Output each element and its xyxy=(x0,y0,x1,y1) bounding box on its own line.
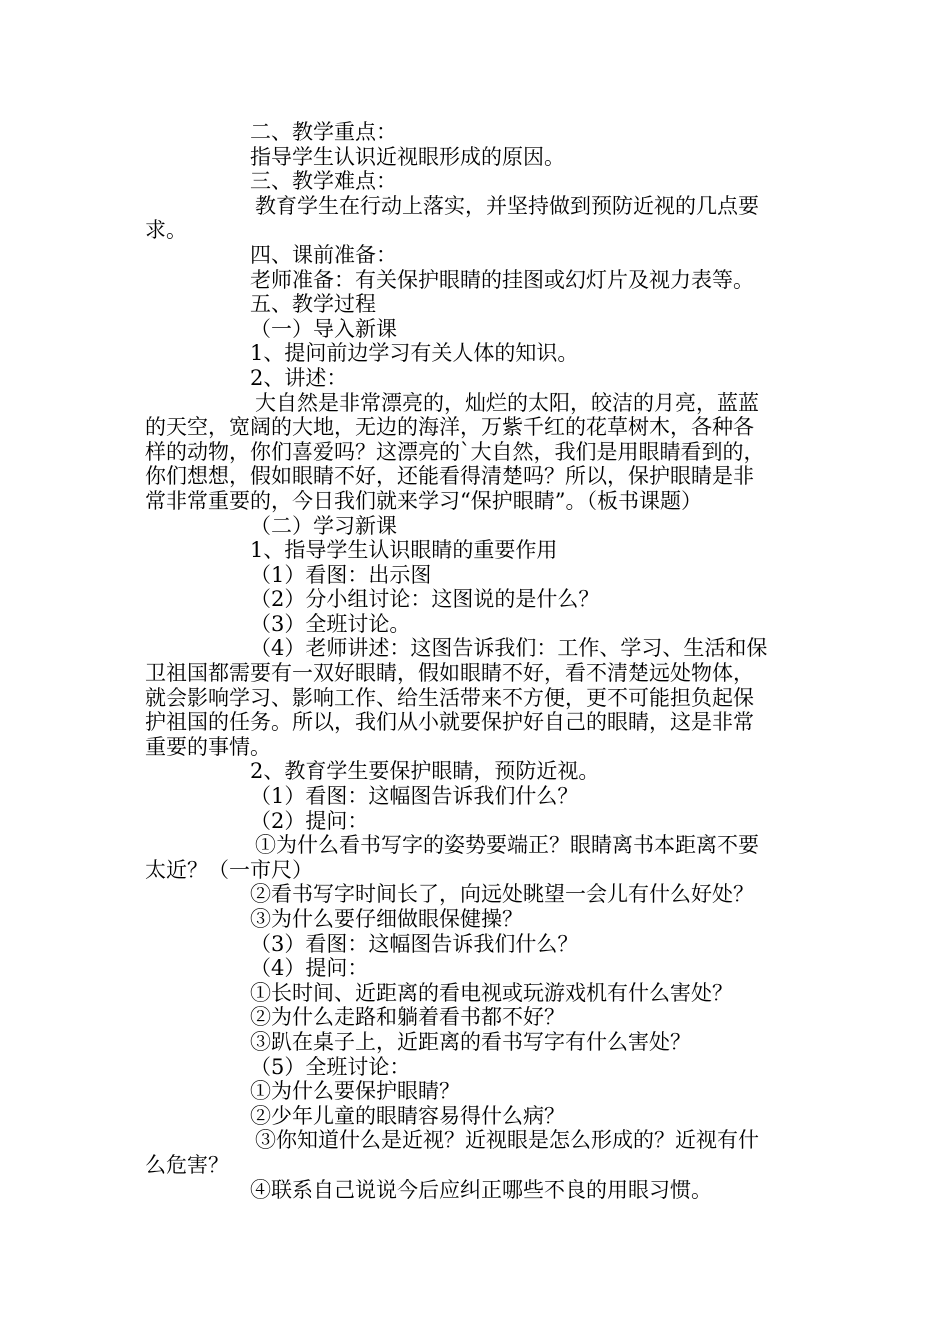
text-line: （3）看图：这幅图告诉我们什么？ xyxy=(250,931,579,956)
text-line: （一）导入新课 xyxy=(250,316,397,341)
document-body xyxy=(145,120,810,1202)
text-line: 2、教育学生要保护眼睛，预防近视。 xyxy=(250,759,600,784)
text-line: （2）提问： xyxy=(250,808,369,833)
text-line: ②看书写字时间长了，向远处眺望一会儿有什么好处？ xyxy=(250,882,754,907)
text-line: ②少年儿童的眼睛容易得什么病？ xyxy=(250,1103,565,1128)
text-line: ①长时间、近距离的看电视或玩游戏机有什么害处？ xyxy=(250,980,733,1005)
text-line: （5）全班讨论： xyxy=(250,1054,411,1079)
text-line: 1、指导学生认识眼睛的重要作用 xyxy=(250,538,558,563)
text-line: ④联系自己说说今后应纠正哪些不良的用眼习惯。 xyxy=(250,1177,712,1202)
text-line: 就会影响学习、影响工作、给生活带来不方便，更不可能担负起保 xyxy=(145,685,754,710)
text-line: 大自然是非常漂亮的，灿烂的太阳，皎洁的月亮，蓝蓝 xyxy=(255,390,759,415)
text-line: 三、教学难点： xyxy=(250,169,397,194)
text-line: 样的动物，你们喜爱吗？这漂亮的`大自然，我们是用眼睛看到的， xyxy=(145,439,765,464)
text-line: ①为什么看书写字的姿势要端正？眼睛离书本距离不要 xyxy=(255,833,759,858)
text-line: 1、提问前边学习有关人体的知识。 xyxy=(250,341,579,366)
text-line: ②为什么走路和躺着看书都不好？ xyxy=(250,1005,565,1030)
text-line: 五、教学过程 xyxy=(250,292,376,317)
text-line: （4）老师讲述：这图告诉我们：工作、学习、生活和保 xyxy=(250,636,768,661)
text-line: 求。 xyxy=(145,218,187,243)
text-line: 2、讲述： xyxy=(250,365,348,390)
text-line: 四、课前准备： xyxy=(250,242,397,267)
text-line: ③你知道什么是近视？近视眼是怎么形成的？近视有什 xyxy=(255,1128,759,1153)
text-line: 重要的事情。 xyxy=(145,734,271,759)
text-line: （1）看图：这幅图告诉我们什么？ xyxy=(250,784,579,809)
text-line: 太近？（一市尺） xyxy=(145,857,313,882)
text-line: 的天空，宽阔的大地，无边的海洋，万紫千红的花草树木，各种各 xyxy=(145,415,754,440)
text-line: 么危害？ xyxy=(145,1152,229,1177)
text-line: （二）学习新课 xyxy=(250,513,397,538)
text-line: 卫祖国都需要有一双好眼睛，假如眼睛不好，看不清楚远处物体， xyxy=(145,661,754,686)
text-line: 二、教学重点： xyxy=(250,120,397,144)
text-line: 教育学生在行动上落实，并坚持做到预防近视的几点要 xyxy=(255,193,759,218)
text-line: ①为什么要保护眼睛？ xyxy=(250,1079,460,1104)
text-line: 护祖国的任务。所以，我们从小就要保护好自己的眼睛，这是非常 xyxy=(145,710,754,735)
text-line: 指导学生认识近视眼形成的原因。 xyxy=(250,144,565,169)
text-line: （4）提问： xyxy=(250,956,369,981)
text-line: ③为什么要仔细做眼保健操？ xyxy=(250,907,523,931)
text-line: ③趴在桌子上，近距离的看书写字有什么害处？ xyxy=(250,1029,691,1054)
text-line: （3）全班讨论。 xyxy=(250,611,411,636)
text-line: （1）看图：出示图 xyxy=(250,562,432,587)
text-line: 你们想想，假如眼睛不好，还能看得清楚吗？所以，保护眼睛是非 xyxy=(145,464,754,489)
text-line: 常非常重要的，今日我们就来学习“保护眼睛”。（板书课题） xyxy=(145,488,702,513)
text-line: 老师准备：有关保护眼睛的挂图或幻灯片及视力表等。 xyxy=(250,267,754,292)
text-line: （2）分小组讨论：这图说的是什么？ xyxy=(250,587,600,612)
